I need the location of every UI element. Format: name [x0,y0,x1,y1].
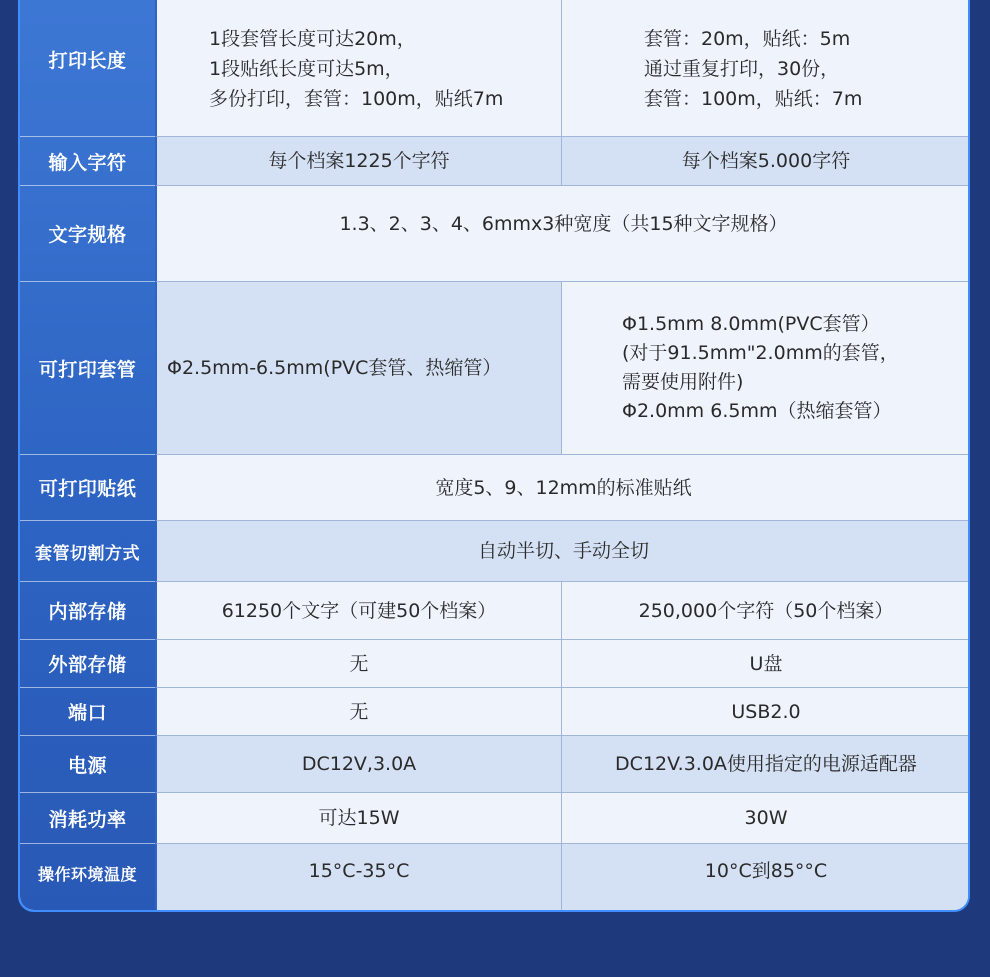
row-label-port: 端口 [20,688,155,736]
port-model-a: 无 [157,688,562,735]
table-row [20,455,970,521]
table-row [20,0,970,137]
row-label-printable-sleeve: 可打印套管 [20,282,155,455]
table-row [20,736,970,793]
external-storage-model-b: U盘 [562,640,970,687]
row-label-print-length: 打印长度 [20,0,155,137]
row-label-printable-label: 可打印贴纸 [20,455,155,521]
power-model-a: DC12V,3.0A [157,736,562,792]
power-consumption-model-a: 可达15W [157,793,562,843]
row-label-internal-storage: 内部存储 [20,582,155,640]
text-spec-value: 1.3、2、3、4、6mmx3种宽度（共15种文字规格） [157,186,970,281]
printable-sleeve-model-b: Φ1.5mm 8.0mm(PVC套管） (对于91.5mm"2.0mm的套管， 需要使用附件) Φ2.0mm 6.5mm（热缩套管） [562,282,970,454]
input-chars-model-a: 每个档案1225个字符 [157,137,562,185]
print-length-model-b: 套管：20m，贴纸：5m 通过重复打印，30份， 套管：100m，贴纸：7m [562,0,970,136]
table-row [20,688,970,736]
table-row [20,793,970,844]
table-row [20,186,970,282]
table-row [20,640,970,688]
spec-table [18,0,970,912]
table-row [20,582,970,640]
row-label-text-spec: 文字规格 [20,186,155,282]
port-model-b: USB2.0 [562,688,970,735]
external-storage-model-a: 无 [157,640,562,687]
internal-storage-model-b: 250,000个字符（50个档案） [562,582,970,639]
row-label-power: 电源 [20,736,155,793]
row-label-external-storage: 外部存储 [20,640,155,688]
internal-storage-model-a: 61250个文字（可建50个档案） [157,582,562,639]
row-label-operating-temp: 操作环境温度 [20,844,155,912]
operating-temp-model-a: 15°C-35°C [157,844,562,912]
printable-label-value: 宽度5、9、12mm的标准贴纸 [157,455,970,520]
table-row [20,137,970,186]
power-model-b: DC12V.3.0A使用指定的电源适配器 [562,736,970,792]
row-label-cut-method: 套管切割方式 [20,521,155,582]
cut-method-value: 自动半切、手动全切 [157,521,970,581]
printable-sleeve-model-a: Φ2.5mm-6.5mm(PVC套管、热缩管） [157,282,562,454]
table-row [20,844,970,912]
print-length-model-a: 1段套管长度可达20m， 1段贴纸长度可达5m， 多份打印，套管：100m，贴纸7m [157,0,562,136]
row-label-input-chars: 输入字符 [20,137,155,186]
input-chars-model-b: 每个档案5.000字符 [562,137,970,185]
operating-temp-model-b: 10°C到85°°C [562,844,970,912]
table-row [20,521,970,582]
row-label-power-consumption: 消耗功率 [20,793,155,844]
table-row [20,282,970,455]
power-consumption-model-b: 30W [562,793,970,843]
